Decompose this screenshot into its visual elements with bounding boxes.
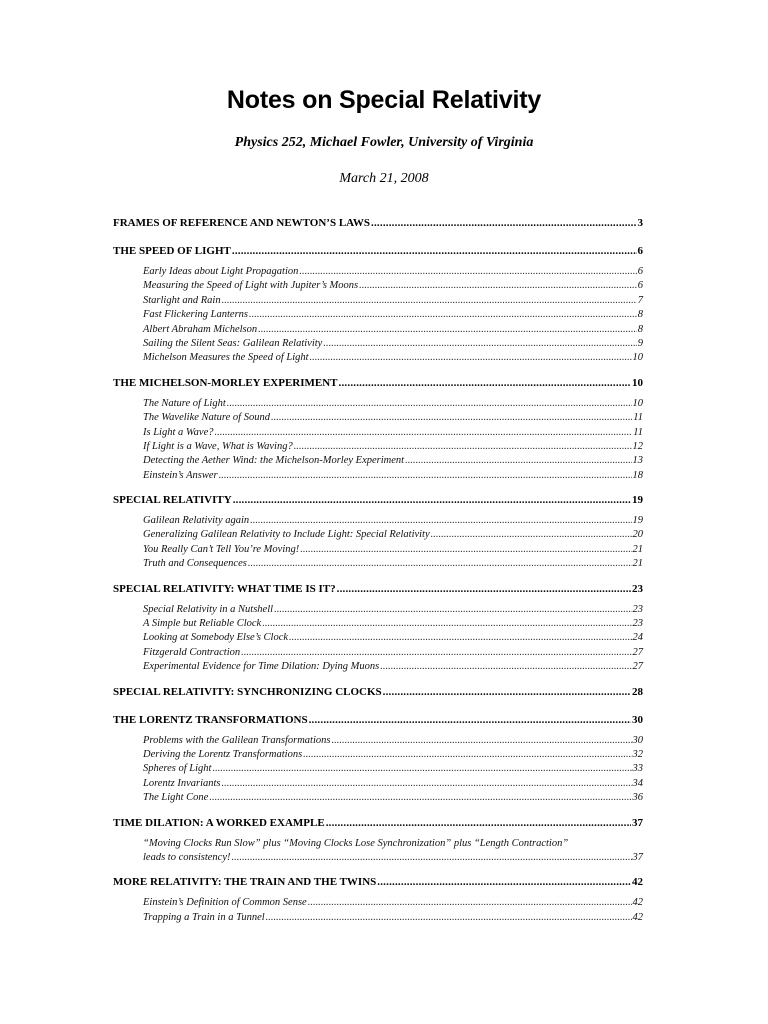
toc-section-entry[interactable] (143, 762, 643, 776)
toc-chapter-entry[interactable] (113, 240, 643, 262)
toc-section-title: Fast Flickering Lanterns (143, 309, 248, 321)
toc-section-entry[interactable] (143, 294, 643, 308)
dot-leader (258, 323, 637, 337)
dot-leader (233, 489, 631, 511)
toc-chapter (113, 489, 643, 572)
toc-section-title: Michelson Measures the Speed of Light (143, 352, 309, 364)
toc-section-page: 13 (632, 455, 643, 467)
toc-section-page: 9 (637, 337, 643, 349)
toc-section-page: 10 (632, 397, 643, 409)
toc-section-title-line1: “Moving Clocks Run Slow” plus “Moving Clocks Lose Synchronization” plus “Length Contraction” (143, 837, 569, 849)
dot-leader (241, 646, 631, 660)
toc-section-page: 11 (633, 426, 643, 438)
toc-section-page: 10 (632, 352, 643, 364)
toc-chapter (113, 871, 643, 925)
toc-chapter-entry[interactable] (113, 372, 643, 394)
dot-leader (377, 871, 631, 893)
toc-section-entry[interactable] (143, 791, 643, 805)
toc-section-title: You Really Can’t Tell You’re Moving! (143, 543, 300, 555)
dot-leader (300, 543, 631, 557)
toc-section-title-line2-row (143, 851, 643, 865)
toc-section-title: Generalizing Galilean Relativity to Include Light: Special Relativity (143, 529, 430, 541)
toc-section-entry[interactable] (143, 734, 643, 748)
toc-chapter-page: 28 (632, 685, 643, 698)
toc-section-entry[interactable] (143, 911, 643, 925)
toc-section-title: The Nature of Light (143, 397, 226, 409)
toc-section-page: 20 (632, 529, 643, 541)
toc-chapter-title: THE SPEED OF LIGHT (113, 245, 231, 257)
dot-leader (383, 681, 631, 703)
dot-leader (405, 454, 631, 468)
dot-leader (294, 440, 632, 454)
toc-chapter-entry[interactable] (113, 871, 643, 893)
toc-section-page: 6 (637, 280, 643, 292)
toc-chapter (113, 240, 643, 366)
dot-leader (309, 709, 631, 731)
toc-section-entry[interactable] (143, 660, 643, 674)
toc-section-page: 23 (632, 603, 643, 615)
dot-leader (209, 791, 631, 805)
dot-leader (326, 812, 631, 834)
dot-leader (227, 397, 632, 411)
toc-chapter-title: SPECIAL RELATIVITY: SYNCHRONIZING CLOCKS (113, 685, 382, 698)
toc-section-entry[interactable] (143, 397, 643, 411)
dot-leader (212, 762, 631, 776)
document-date: March 21, 2008 (339, 171, 429, 186)
toc-section-page: 30 (632, 734, 643, 746)
toc-section-title: A Simple but Reliable Clock (143, 618, 262, 630)
toc-section-entry[interactable] (143, 557, 643, 571)
toc-section-page: 21 (632, 558, 643, 570)
dot-leader (323, 337, 636, 351)
toc-section-page: 24 (632, 632, 643, 644)
toc-section-entry[interactable] (143, 777, 643, 791)
toc-section-entry[interactable] (143, 279, 643, 293)
dot-leader (308, 896, 632, 910)
toc-section-title-line2: leads to consistency! (143, 851, 231, 863)
toc-section-page: 27 (632, 661, 643, 673)
toc-section-list (143, 896, 643, 925)
toc-chapter-title: THE LORENTZ TRANSFORMATIONS (113, 713, 308, 726)
toc-chapter-entry[interactable] (113, 212, 643, 234)
toc-section-title: Albert Abraham Michelson (143, 323, 258, 335)
dot-leader (274, 603, 631, 617)
toc-section-title: Einstein’s Answer (143, 469, 218, 481)
toc-chapter-page: 10 (632, 376, 643, 389)
toc-section-title: Sailing the Silent Seas: Galilean Relativity (143, 337, 323, 349)
toc-chapter-page: 19 (632, 494, 643, 507)
dot-leader (289, 631, 631, 645)
toc-section-entry[interactable] (143, 411, 643, 425)
toc-chapter-page: 42 (632, 876, 643, 889)
dot-leader (222, 294, 637, 308)
toc-section-title: Truth and Consequences (143, 558, 247, 570)
toc-section-title: Experimental Evidence for Time Dilation: Dying Muons (143, 661, 380, 673)
toc-section-title: Special Relativity in a Nutshell (143, 603, 274, 615)
dot-leader (310, 351, 632, 365)
toc-chapter-entry[interactable] (113, 812, 643, 834)
toc-section-page: 42 (632, 911, 643, 923)
dot-leader (248, 557, 632, 571)
toc-section-page: 23 (632, 618, 643, 630)
toc-section-page: 19 (632, 515, 643, 527)
toc-chapter-page: 23 (632, 582, 643, 595)
toc-section-page: 8 (637, 309, 643, 321)
toc-section-page: 18 (632, 469, 643, 481)
dot-leader (266, 911, 632, 925)
toc-section-entry[interactable] (143, 748, 643, 762)
table-of-contents (113, 212, 643, 931)
toc-section-list (143, 734, 643, 806)
toc-section-entry[interactable] (143, 440, 643, 454)
toc-section-entry[interactable] (143, 837, 643, 866)
toc-section-title: Deriving the Lorentz Transformations (143, 748, 303, 760)
toc-section-page: 33 (632, 763, 643, 775)
toc-section-entry[interactable] (143, 543, 643, 557)
toc-chapter-entry[interactable] (113, 578, 643, 600)
toc-section-page: 8 (637, 323, 643, 335)
dot-leader (219, 469, 632, 483)
toc-chapter (113, 681, 643, 703)
toc-section-title: Spheres of Light (143, 763, 212, 775)
toc-section-entry[interactable] (143, 514, 643, 528)
toc-section-title: Problems with the Galilean Transformations (143, 734, 331, 746)
toc-section-title: Early Ideas about Light Propagation (143, 266, 299, 277)
dot-leader (303, 748, 631, 762)
toc-section-page: 32 (632, 748, 643, 760)
toc-chapter-title: SPECIAL RELATIVITY: WHAT TIME IS IT? (113, 582, 336, 595)
toc-section-title: Galilean Relativity again (143, 515, 250, 527)
toc-chapter-page: 3 (637, 217, 643, 229)
dot-leader (359, 279, 637, 293)
toc-section-title: Starlight and Rain (143, 294, 221, 306)
toc-section-page: 12 (632, 440, 643, 452)
toc-section-title: Fitzgerald Contraction (143, 646, 241, 658)
toc-section-page: 21 (632, 543, 643, 555)
toc-chapter-page: 6 (637, 245, 643, 257)
toc-chapter-title: FRAMES OF REFERENCE AND NEWTON’S LAWS (113, 217, 371, 229)
dot-leader (331, 734, 631, 748)
toc-section-entry[interactable] (143, 469, 643, 483)
dot-leader (250, 514, 631, 528)
toc-section-entry[interactable] (143, 308, 643, 322)
dot-leader (431, 528, 632, 542)
toc-section-entry[interactable] (143, 896, 643, 910)
toc-section-title: If Light is a Wave, What is Waving? (143, 440, 293, 452)
toc-section-list (143, 397, 643, 483)
toc-section-page: 6 (637, 266, 643, 277)
toc-chapter-title: SPECIAL RELATIVITY (113, 494, 232, 507)
toc-chapter (113, 812, 643, 866)
toc-section-list (143, 603, 643, 675)
toc-section-title: Looking at Somebody Else’s Clock (143, 632, 289, 644)
toc-chapter (113, 578, 643, 675)
toc-section-entry[interactable] (143, 454, 643, 468)
toc-section-title: The Light Cone (143, 792, 209, 804)
toc-section-title: The Wavelike Nature of Sound (143, 412, 270, 424)
toc-section-entry[interactable] (143, 603, 643, 617)
dot-leader (271, 411, 632, 425)
toc-section-entry[interactable] (143, 646, 643, 660)
toc-section-entry[interactable] (143, 426, 643, 440)
toc-section-entry[interactable] (143, 631, 643, 645)
dot-leader (249, 308, 637, 322)
toc-chapter-page: 37 (632, 816, 643, 829)
dot-leader (232, 240, 637, 262)
toc-section-title: Einstein’s Definition of Common Sense (143, 897, 307, 909)
toc-chapter (113, 212, 643, 234)
toc-chapter-title: MORE RELATIVITY: THE TRAIN AND THE TWINS (113, 876, 377, 889)
toc-chapter-title: TIME DILATION: A WORKED EXAMPLE (113, 816, 325, 829)
toc-section-title: Detecting the Aether Wind: the Michelson-Morley Experiment (143, 455, 405, 467)
dot-leader (371, 212, 636, 234)
toc-section-page: 11 (633, 412, 643, 424)
toc-section-page: 42 (632, 897, 643, 909)
dot-leader (262, 617, 631, 631)
dot-leader (222, 777, 632, 791)
toc-section-list (143, 265, 643, 366)
toc-section-title: Lorentz Invariants (143, 777, 221, 789)
toc-section-page: 34 (632, 777, 643, 789)
toc-section-entry[interactable] (143, 528, 643, 542)
dot-leader (231, 851, 631, 865)
toc-chapter (113, 709, 643, 806)
toc-section-list (143, 837, 643, 866)
toc-chapter-title: THE MICHELSON-MORLEY EXPERIMENT (113, 376, 338, 389)
dot-leader (339, 372, 631, 394)
toc-section-page: 37 (632, 851, 643, 863)
toc-section-title: Trapping a Train in a Tunnel (143, 911, 265, 923)
toc-section-entry[interactable] (143, 337, 643, 351)
toc-section-entry[interactable] (143, 265, 643, 279)
toc-section-title: Is Light a Wave? (143, 426, 214, 438)
toc-section-entry[interactable] (143, 323, 643, 337)
document-subtitle: Physics 252, Michael Fowler, University of Virginia (234, 135, 534, 150)
toc-chapter-page: 30 (632, 713, 643, 726)
dot-leader (299, 265, 636, 279)
toc-chapter-entry[interactable] (113, 709, 643, 731)
toc-chapter-entry[interactable] (113, 681, 643, 703)
toc-section-entry[interactable] (143, 351, 643, 365)
toc-section-page: 7 (637, 294, 643, 306)
dot-leader (215, 426, 633, 440)
dot-leader (380, 660, 631, 674)
toc-section-page: 36 (632, 792, 643, 804)
toc-chapter-entry[interactable] (113, 489, 643, 511)
toc-section-list (143, 514, 643, 572)
dot-leader (337, 578, 631, 600)
toc-section-entry[interactable] (143, 617, 643, 631)
toc-section-title: Measuring the Speed of Light with Jupiter’s Moons (143, 280, 359, 292)
toc-section-page: 27 (632, 646, 643, 658)
toc-chapter (113, 372, 643, 483)
document-title: Notes on Special Relativity (226, 86, 542, 114)
